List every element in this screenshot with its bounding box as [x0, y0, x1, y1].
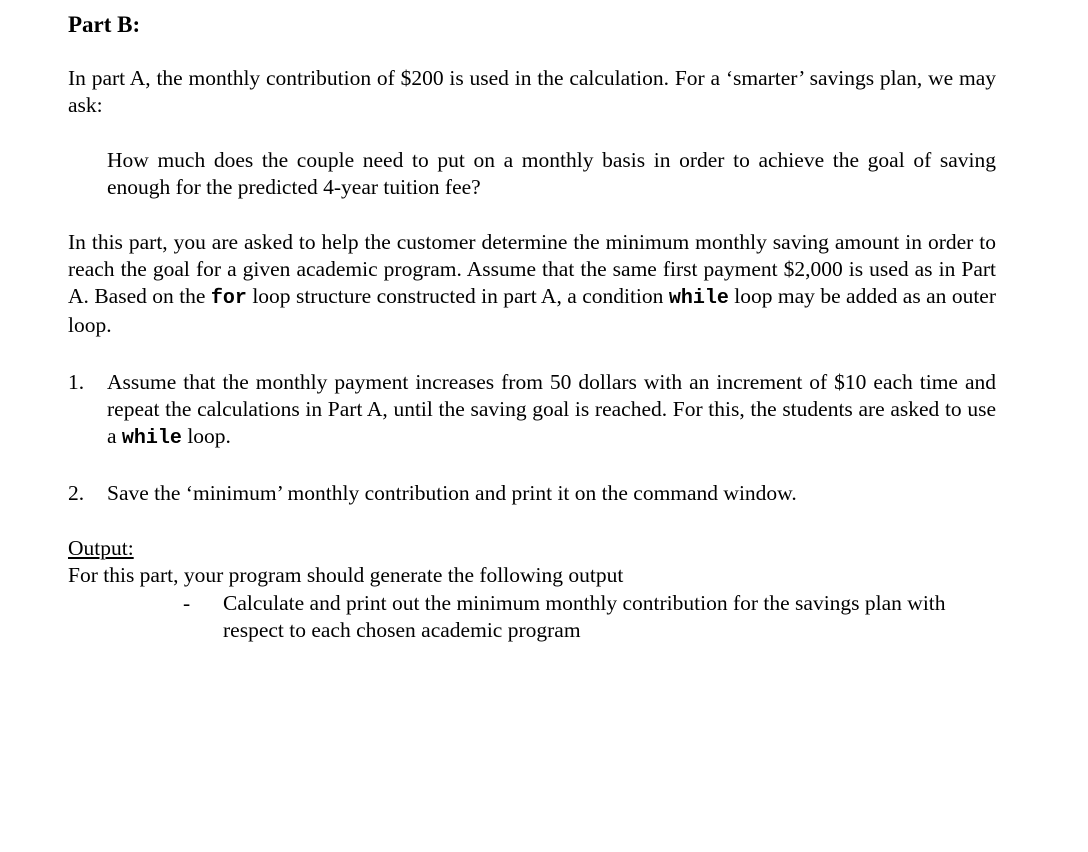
task-text-2: loop structure constructed in part A, a condition [246, 284, 669, 308]
output-description: For this part, your program should generate the following output [68, 563, 624, 587]
step-text-1: Assume that the monthly payment increases from 50 dollars with an increment of $10 each time and repeat the calculations in Part A, until the saving goal is reached. For this, the students are asked to use a [107, 370, 996, 448]
bullet-marker: - [183, 591, 191, 615]
list-item [68, 369, 996, 452]
output-label: Output: [68, 536, 134, 560]
task-paragraph [68, 229, 996, 339]
code-while-keyword: while [668, 287, 729, 310]
list-item [68, 480, 996, 507]
section-heading: Part B: [68, 12, 141, 37]
bullet-item [183, 590, 983, 644]
list-number: 2. [68, 481, 85, 505]
code-for-keyword: for [210, 287, 247, 310]
code-while-keyword: while [121, 427, 182, 450]
task-text-3: loop may be added as an outer loop. [68, 284, 997, 337]
list-item-text: Save the ‘minimum’ monthly contribution and print it on the command window. [107, 481, 797, 505]
bullet-text: Calculate and print out the minimum monthly contribution for the savings plan with respect to each chosen academic program [223, 591, 946, 642]
list-item-text [107, 369, 996, 452]
step-text-2: loop. [181, 424, 231, 448]
question-paragraph: How much does the couple need to put on a monthly basis in order to achieve the goal of saving enough for the predicted 4-year tuition fee? [107, 148, 996, 199]
intro-paragraph: In part A, the monthly contribution of $200 is used in the calculation. For a ‘smarter’ savings plan, we may ask: [68, 66, 996, 117]
list-number: 1. [68, 370, 85, 394]
task-text-1: In this part, you are asked to help the customer determine the minimum monthly saving amount in order to reach the goal for a given academic program. Assume that the same first payment $2,000 is used as in Part A. Based on the [68, 230, 996, 308]
